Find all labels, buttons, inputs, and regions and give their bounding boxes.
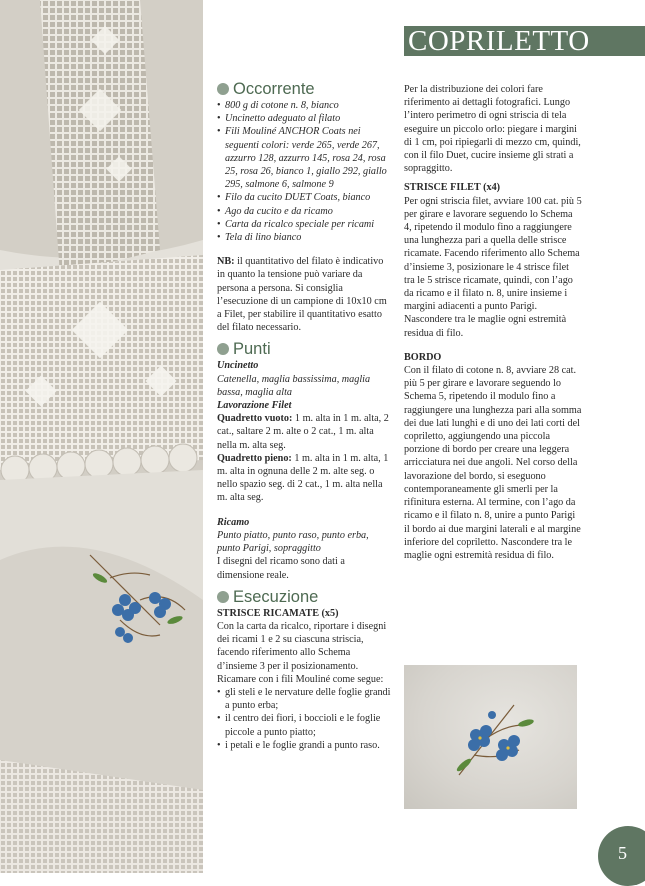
steps-list [217,686,392,752]
bullet-dot-icon [217,83,229,95]
column-left [217,80,392,752]
esecuzione-heading: Esecuzione [217,588,392,606]
strisce-filet-text: Per ogni striscia filet, avviare 100 cat. più 5 per girare e lavorare seguendo lo Schema 4, ripetendo il modulo fino a raggiungere una lunghezza pari a quella delle strisce ricamate. Facendo riferimento allo Schema d’insieme 3, posizionare le 4 strisce filet tra le 5 strisce ricamate, quindi, con l’ago da ricamo e il filato n. 8, unire insieme i margini adiacenti a punto Parigi. Nascondere tra le maglie ogni estremità residua di filo. [404,195,582,339]
list-item: • il centro dei fiori, i boccioli e le foglie piccole a punto piatto; [217,712,392,738]
list-item: • Tela di lino bianco [217,231,392,244]
materials-list [217,99,392,244]
bordo-label: BORDO [404,351,442,363]
intro-text: Per la distribuzione dei colori fare riferimento ai dettagli fotografici. Lungo l’intero perimetro di ogni striscia di tela eseguire un piccolo orlo: piegare i margini di 1 cm, poi ripiegarli di mezzo cm, quindi, con il filo Duet, cucire insieme gli strati a sopraggitto. [404,84,581,175]
bedspread-photo [0,0,203,873]
list-item: • 800 g di cotone n. 8, bianco [217,99,392,112]
list-item: • gli steli e le nervature delle foglie grandi a punto erba; [217,686,392,712]
list-item: • Uncinetto adeguato al filato [217,112,392,125]
embroidery-detail-illustration [404,665,577,809]
ricamo-note: I disegni del ricamo sono dati a dimensione reale. [217,556,345,581]
list-item: • Filo da cucito DUET Coats, bianco [217,191,392,204]
page-number: 5 [618,843,627,863]
bullet-dot-icon [217,343,229,355]
title-bar [404,26,645,56]
ricamo-text: Punto piatto, punto raso, punto erba, punto Parigi, sopraggitto [217,529,369,555]
nb-note: NB: il quantitativo del filato è indicativo in quanto la tensione può variare da persona a persona. Si consiglia l’esecuzione di un campione di 10x10 cm a Filet, per stabilire il quantitativo esatto del filato necessario. [217,256,387,334]
list-item: • Carta da ricalco speciale per ricami [217,218,392,231]
occorrente-heading: Occorrente [217,80,392,98]
uncinetto-text: Catenella, maglia bassissima, maglia bassa, maglia alta [217,373,371,398]
bordo-text: Con il filato di cotone n. 8, avviare 28 cat. più 5 per girare e lavorare seguendo lo Schema 5, ripetendo il modulo fino a raggiungere una lunghezza pari alla somma dei due lati lunghi e di uno dei lati corti del copriletto, aggiungendo una piccola porzione di bordo per creare una leggera arricciatura nei due angoli. Nel corso della lavorazione del bordo, si eseguono contemporaneamente gli smerli per la rifinitura esterna. Al termine, con l’ago da ricamo e il filato n. 8, unire a punto Parigi il bordo ai due margini laterali e al margine inferiore del copriletto. Nascondere tra le maglie ogni estremità residua di filo. [404,365,582,561]
uncinetto-label: Uncinetto [217,360,259,372]
ricamo-label: Ricamo [217,516,250,528]
embroidery-detail-photo [404,665,577,809]
strisce-filet-label: STRISCE FILET (x4) [404,182,501,194]
ricamare-text: Ricamare con i fili Mouliné come segue: [217,673,384,685]
filet-label: Lavorazione Filet [217,400,292,412]
bullet-dot-icon [217,591,229,603]
page-number-badge [598,826,645,886]
list-item: • Ago da cucito e da ricamo [217,205,392,218]
page-title: COPRILETTO [408,25,590,57]
list-item: • i petali e le foglie grandi a punto raso. [217,739,392,752]
column-right [404,83,582,562]
bedspread-illustration [0,0,203,873]
quadretto-pieno: Quadretto pieno: 1 m. alta in 1 m. alta, 1 m. alta in ognuna delle 2 m. alte seg. o nello spazio seg. di 2 cat., 1 m. alta nella m. alta seg. [217,452,389,504]
strisce-ricamate-text: Con la carta da ricalco, riportare i disegni dei ricami 1 e 2 su ciascuna striscia, facendo riferimento allo Schema d’insieme 3 per il posizionamento. [217,620,387,672]
strisce-ricamate-label: STRISCE RICAMATE (x5) [217,607,339,619]
list-item: • Fili Mouliné ANCHOR Coats nei seguenti colori: verde 265, verde 267, azzurro 128, azzurro 145, rosa 24, rosa 25, rosa 26, bianco 1, giallo 292, giallo 295, salmone 6, salmone 9 [217,125,392,191]
punti-heading: Punti [217,340,392,358]
quadretto-vuoto: Quadretto vuoto: 1 m. alta in 1 m. alta, 2 cat., saltare 2 m. alte o 2 cat., 1 m. alta nella m. alta seg. [217,413,389,451]
